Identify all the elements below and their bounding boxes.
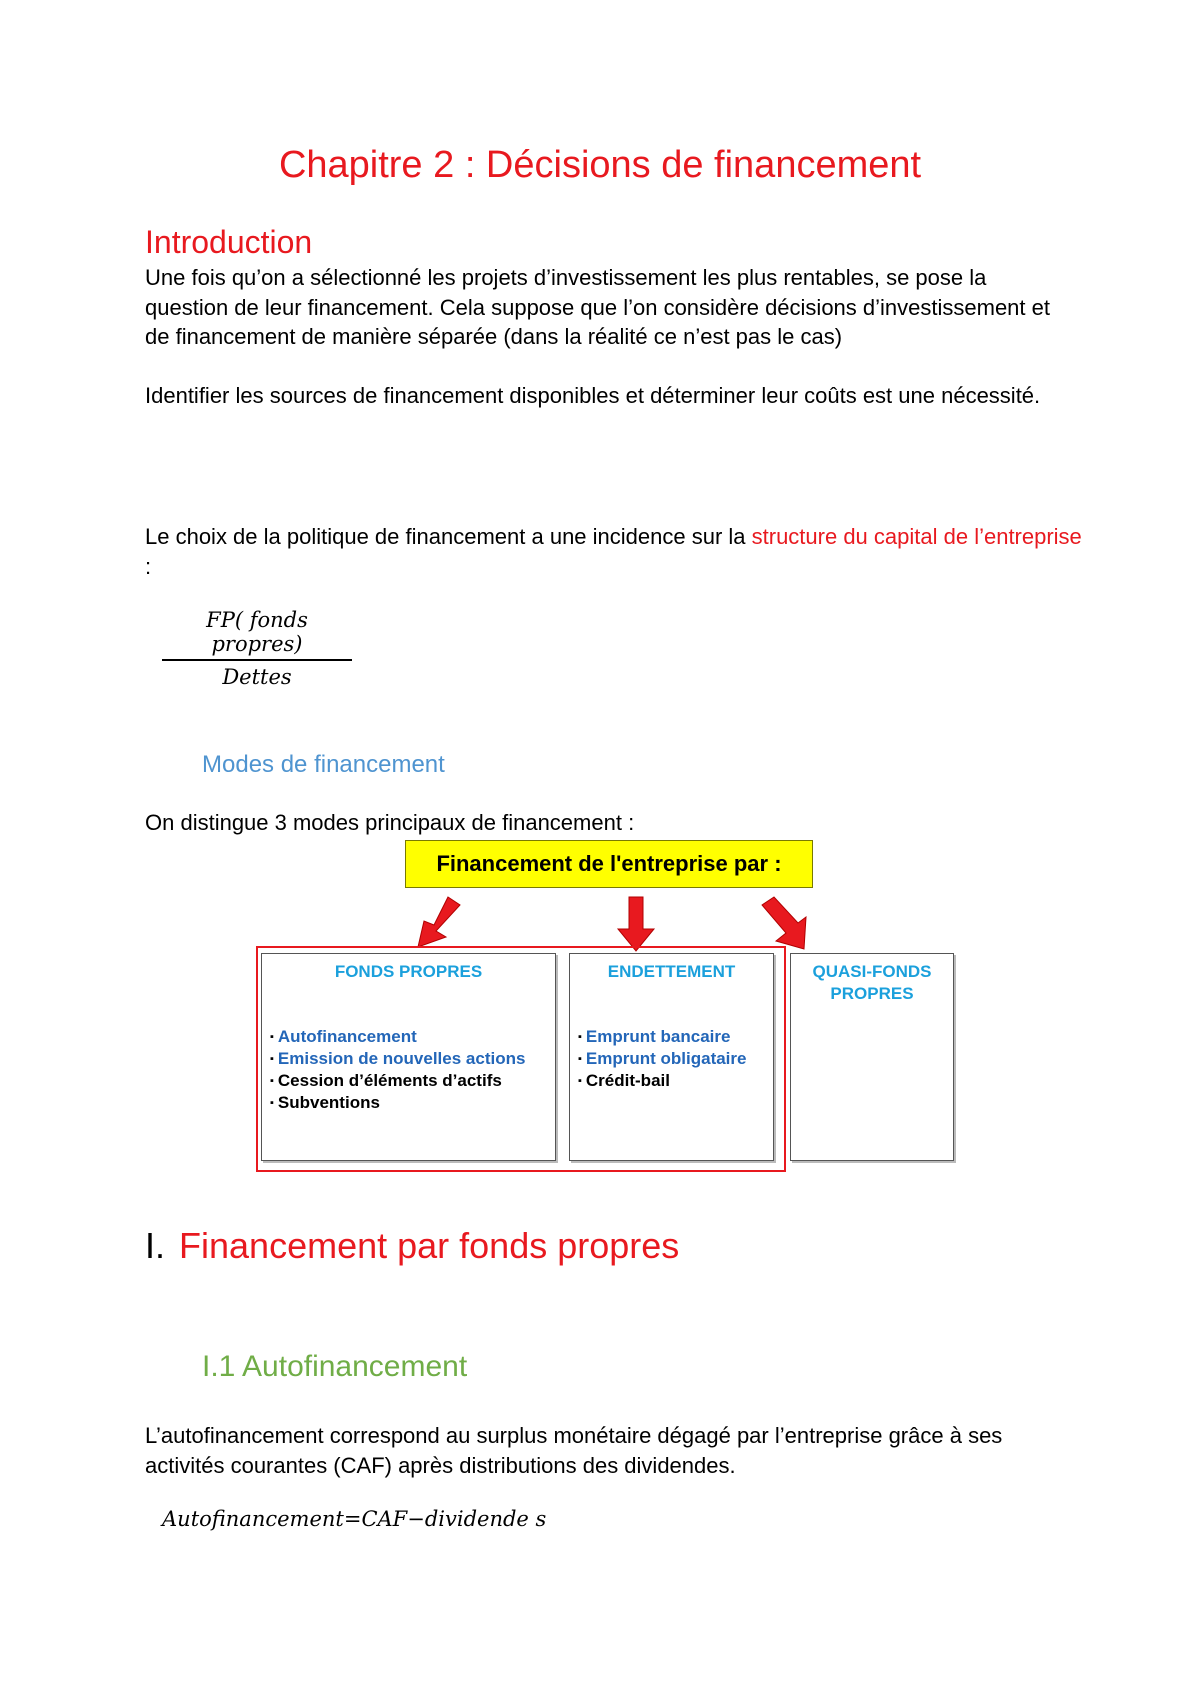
bullet-icon: ▪: [578, 1053, 582, 1065]
section-1-title: Financement par fonds propres: [179, 1225, 680, 1266]
bullet-icon: ▪: [270, 1053, 274, 1065]
list-item: ▪ Autofinancement: [270, 1027, 417, 1046]
introduction-paragraph-1: Une fois qu’on a sélectionné les projets d’investissement les plus rentables, se pose la question de leur financement. Cela suppose que l’on considère décisions d’investissement et de financement de manière séparée (dans la réalité ce n’est pas le cas): [145, 265, 1050, 349]
section-1-number: I.: [145, 1225, 166, 1266]
list-item: ▪ Emission de nouvelles actions: [270, 1049, 526, 1068]
fonds-propres-title: FONDS PROPRES: [334, 962, 483, 981]
choix-paragraph: [145, 522, 1085, 581]
choix-text-before: Le choix de la politique de financement a une incidence sur la: [145, 524, 752, 549]
fraction-numerator: FP( fonds propres): [162, 608, 352, 661]
endettement-title: ENDETTEMENT: [607, 962, 736, 981]
fonds-propres-list: [270, 1026, 525, 1114]
page-title: Chapitre 2 : Décisions de financement: [278, 144, 922, 186]
bullet-icon: ▪: [270, 1031, 274, 1043]
introduction-paragraph-2: Identifier les sources de financement disponibles et déterminer leur coûts est une nécessité.: [145, 383, 1041, 408]
capital-structure-fraction: [162, 608, 352, 689]
bullet-icon: ▪: [270, 1097, 274, 1109]
section-1-heading: [145, 1224, 679, 1268]
quasi-fonds-propres-title: QUASI-FONDS PROPRES: [812, 962, 932, 1003]
choix-text-highlight: structure du capital de l’entreprise: [751, 524, 1082, 549]
subsection-1-1-heading: I.1 Autofinancement: [202, 1350, 468, 1383]
list-item: ▪ Emprunt bancaire: [578, 1027, 731, 1046]
modes-intro: On distingue 3 modes principaux de financement :: [145, 810, 635, 835]
autofinancement-formula: Autofinancement=CAF−dividende s: [162, 1507, 547, 1531]
autofinancement-paragraph: L’autofinancement correspond au surplus monétaire dégagé par l’entreprise grâce à ses activités courantes (CAF) après distributions des dividendes.: [145, 1423, 1003, 1478]
fonds-propres-box: [261, 953, 556, 1161]
endettement-list: [578, 1026, 746, 1092]
list-item: ▪ Subventions: [270, 1093, 380, 1112]
list-item: ▪ Emprunt obligataire: [578, 1049, 747, 1068]
arrow-right-icon: [762, 897, 806, 949]
list-item: ▪ Crédit-bail: [578, 1071, 670, 1090]
choix-text-after: :: [145, 553, 152, 579]
endettement-box: [569, 953, 774, 1161]
modes-heading: Modes de financement: [202, 751, 445, 778]
diagram-header-box: Financement de l'entreprise par :: [405, 840, 813, 888]
bullet-icon: ▪: [578, 1031, 582, 1043]
bullet-icon: ▪: [578, 1075, 582, 1087]
quasi-fonds-propres-box: [790, 953, 954, 1161]
fraction-denominator: Dettes: [222, 665, 292, 689]
list-item: ▪ Cession d’éléments d’actifs: [270, 1071, 502, 1090]
arrow-center-icon: [618, 897, 654, 951]
introduction-heading: Introduction: [145, 224, 313, 260]
bullet-icon: ▪: [270, 1075, 274, 1087]
arrow-left-icon: [418, 897, 460, 947]
